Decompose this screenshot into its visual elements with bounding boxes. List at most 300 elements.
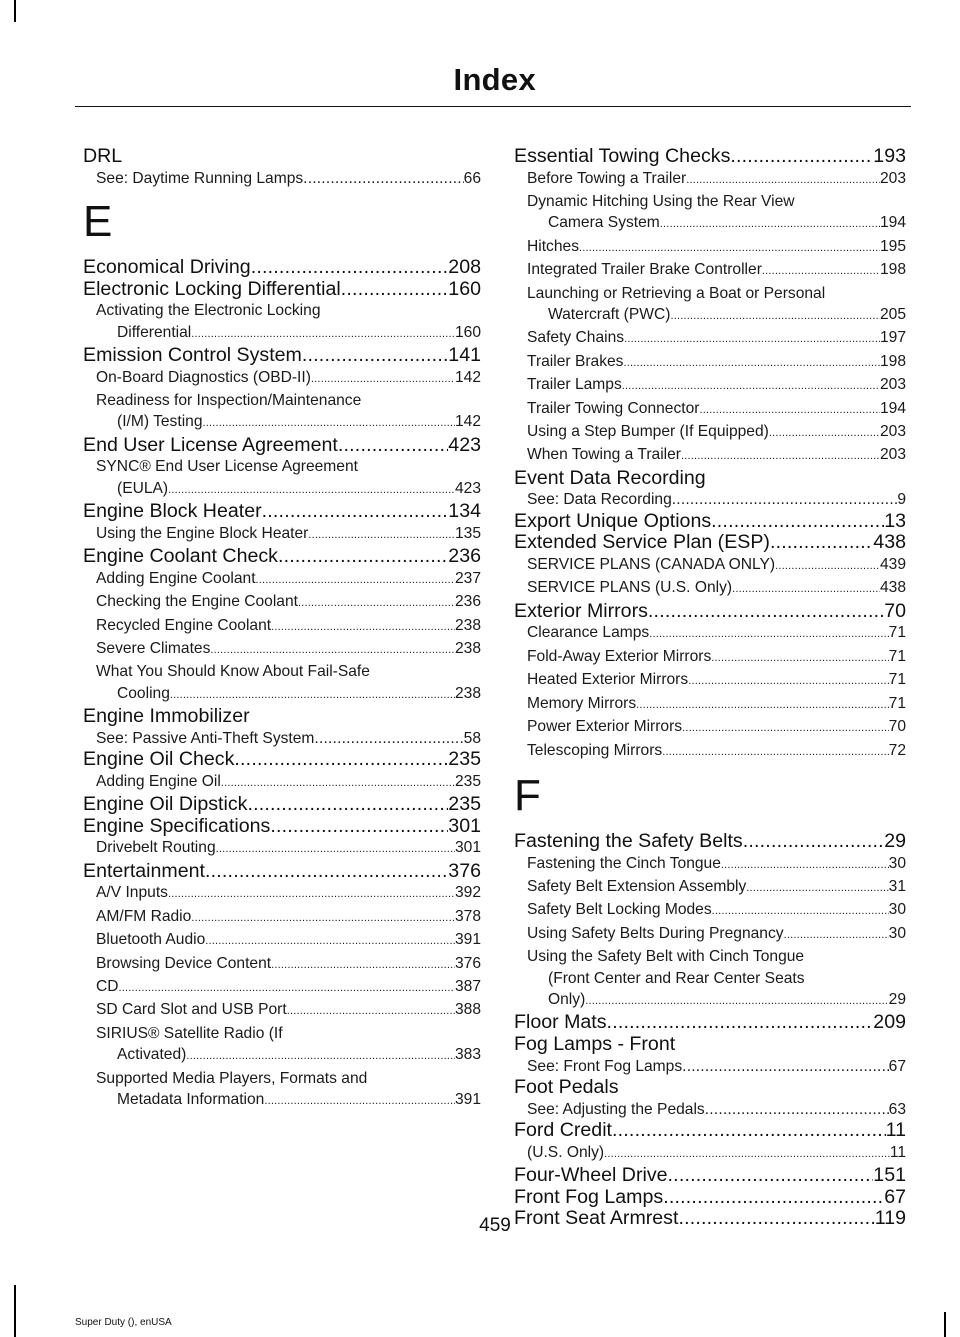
leader-dots (607, 1012, 874, 1034)
leader-dots (711, 646, 888, 669)
page-ref: 193 (873, 145, 906, 167)
header-divider (75, 106, 911, 107)
page-ref: 238 (454, 640, 481, 658)
index-subentry[interactable] (83, 478, 481, 501)
index-term: Fog Lamps - Front (514, 1032, 676, 1055)
page-ref: 301 (448, 814, 481, 837)
subentry-label: SERVICE PLANS (U.S. Only) (527, 579, 733, 597)
leader-dots (251, 257, 449, 279)
page-ref: 376 (454, 954, 481, 972)
see-label: See: Adjusting the Pedals (527, 1100, 705, 1118)
subentry-label: Hitches (527, 237, 579, 255)
index-subentry[interactable] (514, 421, 906, 444)
index-entry[interactable] (83, 345, 481, 367)
leader-dots (191, 322, 455, 345)
subentry-label: Cooling (117, 684, 170, 702)
term-label: Exterior Mirrors (514, 599, 648, 622)
index-subentry[interactable] (83, 638, 481, 661)
page-ref: 134 (448, 500, 481, 523)
leader-dots (604, 1142, 890, 1165)
index-subentry[interactable] (83, 929, 481, 952)
subentry-label: Browsing Device Content (96, 954, 272, 972)
index-subentry[interactable] (514, 693, 906, 716)
term-label: Extended Service Plan (ESP) (514, 531, 770, 554)
page-ref: 209 (873, 1011, 906, 1034)
term-label: Entertainment (83, 859, 205, 882)
subentry-label: Safety Belt Extension Assembly (527, 877, 747, 895)
page-ref: 236 (454, 593, 481, 611)
term-label: Front Fog Lamps (514, 1185, 664, 1208)
page-ref: 71 (888, 647, 906, 665)
page-ref: 72 (888, 741, 906, 759)
index-entry[interactable] (83, 435, 481, 457)
leader-dots (119, 976, 455, 999)
index-subentry[interactable] (83, 523, 481, 546)
index-entry[interactable] (514, 1187, 906, 1209)
term-label: Economical Driving (83, 256, 251, 278)
page-ref: 9 (897, 491, 906, 509)
index-subentry[interactable] (83, 411, 481, 434)
leader-dots (681, 444, 880, 467)
subentry-label: Using a Step Bumper (If Equipped) (527, 423, 769, 441)
leader-dots (234, 749, 448, 771)
page-ref: 208 (448, 256, 481, 278)
term-label: Engine Oil Dipstick (83, 793, 248, 816)
index-subentry[interactable] (83, 953, 481, 976)
subentry-label: Using Safety Belts During Pregnancy (527, 924, 784, 942)
term-label: Fastening the Safety Belts (514, 829, 743, 852)
leader-dots (784, 923, 889, 946)
page-ref: 391 (454, 1091, 481, 1109)
page-ref: 63 (888, 1100, 906, 1118)
index-term: DRL (83, 145, 123, 167)
subentry-label: Adding Engine Coolant (96, 569, 256, 587)
subentry-label: Recycled Engine Coolant (96, 616, 272, 634)
leader-dots (699, 398, 879, 421)
leader-dots (262, 501, 449, 523)
leader-dots (308, 523, 455, 546)
page-ref: 67 (888, 1057, 906, 1075)
subentry-line: Supported Media Players, Formats and (96, 1069, 368, 1087)
page-ref: 423 (454, 479, 481, 497)
index-subentry[interactable] (83, 882, 481, 905)
page-ref: 205 (879, 306, 906, 324)
index-see-reference[interactable] (514, 1056, 906, 1077)
page-ref: 30 (888, 924, 906, 942)
subentry-label: Safety Chains (527, 329, 625, 347)
leader-dots (672, 489, 898, 510)
leader-dots (712, 899, 889, 922)
subentry-label: Trailer Lamps (527, 376, 622, 394)
index-term: Event Data Recording (514, 466, 706, 489)
index-subentry[interactable] (83, 591, 481, 614)
term-label: End User License Agreement (83, 433, 338, 456)
subentry-line: SYNC® End User License Agreement (96, 458, 358, 476)
page-ref: 438 (873, 531, 906, 554)
leader-dots (660, 212, 880, 235)
index-entry[interactable] (514, 532, 906, 554)
leader-dots (686, 168, 880, 191)
page-ref: 387 (454, 978, 481, 996)
index-see-reference[interactable] (514, 489, 906, 510)
index-subentry[interactable] (83, 906, 481, 929)
page-ref: 151 (873, 1163, 906, 1186)
subentry-label: Integrated Trailer Brake Controller (527, 261, 762, 279)
leader-dots (585, 989, 888, 1012)
page-ref: 31 (888, 877, 906, 895)
subentry-line: Readiness for Inspection/Maintenance (96, 392, 362, 409)
index-subentry[interactable] (83, 367, 481, 390)
subentry-label: (EULA) (117, 479, 169, 497)
index-subentry[interactable] (514, 876, 906, 899)
leader-dots (168, 882, 455, 905)
leader-dots (743, 831, 884, 853)
subentry-label: Before Towing a Trailer (527, 169, 687, 187)
subentry-label: Watercraft (PWC) (548, 306, 671, 324)
page-ref: 71 (888, 624, 906, 642)
leader-dots (668, 1165, 874, 1187)
leader-dots (205, 861, 448, 883)
page-ref: 119 (874, 1207, 906, 1230)
term-label: Engine Block Heater (83, 500, 262, 523)
page-ref: 30 (888, 854, 906, 872)
page-ref: 194 (879, 214, 906, 232)
crop-mark-bottom-left (14, 1285, 16, 1337)
page-ref: 203 (879, 376, 906, 394)
term-label: Ford Credit (514, 1118, 612, 1141)
page-ref: 160 (454, 323, 481, 341)
subentry-line: (Front Center and Rear Center Seats (548, 969, 805, 987)
leader-dots (168, 478, 455, 501)
page-ref: 238 (454, 616, 481, 634)
index-subentry[interactable] (514, 168, 906, 191)
section-letter: F (514, 770, 541, 820)
leader-dots (221, 771, 455, 794)
subentry-label: (I/M) Testing (117, 413, 203, 431)
page-ref: 135 (454, 524, 481, 542)
index-entry[interactable] (514, 146, 906, 168)
leader-dots (210, 638, 455, 661)
index-see-reference[interactable] (83, 168, 481, 189)
term-label: Export Unique Options (514, 509, 712, 532)
subentry-label: On-Board Diagnostics (OBD-II) (96, 368, 311, 386)
index-subentry[interactable] (514, 646, 906, 669)
term-label: Engine Specifications (83, 814, 271, 837)
index-column-left (83, 146, 481, 1113)
index-subentry[interactable] (83, 1089, 481, 1112)
leader-dots (732, 577, 880, 600)
page-ref: 439 (879, 556, 906, 574)
index-subentry[interactable] (514, 1142, 906, 1165)
leader-dots (662, 740, 888, 763)
index-subentry[interactable] (83, 999, 481, 1022)
section-letter: E (83, 197, 113, 246)
subentry-label: Heated Exterior Mirrors (527, 671, 689, 689)
index-entry[interactable] (83, 257, 481, 279)
index-subentry[interactable] (514, 212, 906, 235)
page-ref: 142 (454, 368, 481, 386)
leader-dots (270, 816, 448, 838)
leader-dots (770, 532, 873, 554)
crop-mark-bottom-right (944, 1312, 946, 1337)
subentry-label: Trailer Towing Connector (527, 399, 700, 417)
index-term: Foot Pedals (514, 1075, 619, 1098)
subentry-label: Adding Engine Oil (96, 772, 221, 790)
subentry-label: Telescoping Mirrors (527, 741, 663, 759)
page-ref: 203 (879, 169, 906, 187)
index-subentry[interactable] (514, 899, 906, 922)
index-subentry[interactable] (83, 683, 481, 706)
leader-dots (775, 554, 880, 577)
page-ref: 142 (454, 413, 481, 431)
subentry-label: Differential (117, 323, 192, 341)
subentry-label: (U.S. Only) (527, 1143, 605, 1161)
page-ref: 391 (454, 931, 481, 949)
index-subentry[interactable] (514, 989, 906, 1012)
leader-dots (314, 728, 463, 749)
document-id: Super Duty (), enUSA (75, 1317, 172, 1328)
term-label: Electronic Locking Differential (83, 277, 341, 300)
page-ref: 383 (454, 1046, 481, 1064)
index-column-right (514, 146, 906, 1230)
leader-dots (648, 601, 884, 623)
page-ref: 11 (885, 1118, 906, 1141)
page-ref: 71 (888, 671, 906, 689)
leader-dots (311, 367, 455, 390)
page-ref: 11 (889, 1143, 906, 1161)
leader-dots (721, 853, 889, 876)
page-ref: 30 (888, 901, 906, 919)
index-subentry[interactable] (514, 374, 906, 397)
see-label: See: Daytime Running Lamps (96, 169, 304, 187)
page-ref: 423 (448, 433, 481, 456)
subentry-line: SIRIUS® Satellite Radio (If (96, 1024, 283, 1042)
subentry-line: Launching or Retrieving a Boat or Personal (527, 284, 826, 302)
page-ref: 29 (884, 829, 906, 852)
subentry-label: Camera System (548, 214, 660, 232)
index-subentry[interactable] (83, 1044, 481, 1067)
page-ref: 376 (448, 859, 481, 882)
leader-dots (191, 906, 455, 929)
leader-dots (216, 837, 455, 860)
see-label: See: Front Fog Lamps (527, 1057, 683, 1075)
page-ref: 66 (463, 169, 481, 187)
term-label: Emission Control System (83, 344, 302, 366)
leader-dots (287, 999, 455, 1022)
subentry-label: Metadata Information (117, 1091, 265, 1109)
term-label: Engine Coolant Check (83, 545, 278, 568)
index-entry[interactable] (83, 749, 481, 771)
page-number: 459 (479, 1215, 511, 1236)
leader-dots (205, 929, 455, 952)
index-term: Engine Immobilizer (83, 705, 250, 728)
index-see-reference[interactable] (514, 1099, 906, 1120)
leader-dots (579, 236, 880, 259)
page-ref: 195 (879, 237, 906, 255)
subentry-label: Fold-Away Exterior Mirrors (527, 647, 712, 665)
index-entry[interactable] (514, 1012, 906, 1034)
page-ref: 141 (448, 344, 481, 366)
index-subentry[interactable] (83, 322, 481, 345)
leader-dots (711, 511, 884, 533)
leader-dots (769, 421, 880, 444)
index-entry[interactable] (83, 794, 481, 816)
index-subentry[interactable] (514, 236, 906, 259)
subentry-label: SERVICE PLANS (CANADA ONLY) (527, 556, 776, 574)
subentry-label: Clearance Lamps (527, 624, 650, 642)
subentry-label: Only) (548, 990, 586, 1008)
page-ref: 438 (879, 579, 906, 597)
page-ref: 70 (884, 599, 906, 622)
index-subentry[interactable] (514, 444, 906, 467)
leader-dots (688, 669, 888, 692)
crop-mark-top-left (14, 0, 16, 22)
leader-dots (203, 411, 455, 434)
page-ref: 235 (454, 772, 481, 790)
subentry-label: Severe Climates (96, 640, 211, 658)
index-entry[interactable] (83, 816, 481, 838)
subentry-label: Trailer Brakes (527, 352, 624, 370)
see-label: See: Passive Anti-Theft System (96, 729, 315, 747)
subentry-label: Fastening the Cinch Tongue (527, 854, 721, 872)
subentry-label: Power Exterior Mirrors (527, 718, 683, 736)
subentry-label: AM/FM Radio (96, 907, 192, 925)
index-subentry[interactable] (83, 837, 481, 860)
index-subentry[interactable] (514, 740, 906, 763)
subentry-label: Activated) (117, 1046, 187, 1064)
leader-dots (670, 304, 880, 327)
subentry-label: Memory Mirrors (527, 694, 637, 712)
leader-dots (186, 1044, 455, 1067)
leader-dots (622, 374, 880, 397)
page-ref: 160 (448, 277, 481, 300)
index-subentry[interactable] (514, 622, 906, 645)
subentry-line: What You Should Know About Fail-Safe (96, 663, 370, 681)
leader-dots (624, 327, 880, 350)
index-subentry[interactable] (514, 351, 906, 374)
index-entry[interactable] (514, 1165, 906, 1187)
leader-dots (264, 1089, 455, 1112)
index-subentry[interactable] (514, 259, 906, 282)
index-subentry[interactable] (83, 976, 481, 999)
leader-dots (636, 693, 888, 716)
page-ref: 67 (884, 1185, 906, 1208)
page-ref: 235 (448, 793, 481, 816)
index-entry[interactable] (83, 279, 481, 301)
page-ref: 58 (463, 729, 481, 747)
page-ref: 29 (888, 990, 906, 1008)
term-label: Essential Towing Checks (514, 145, 731, 167)
page-ref: 236 (448, 545, 481, 568)
index-subentry[interactable] (83, 615, 481, 638)
subentry-line: Dynamic Hitching Using the Rear View (527, 193, 795, 210)
term-label: Front Seat Armrest (514, 1207, 679, 1230)
index-subentry[interactable] (514, 398, 906, 421)
leader-dots (170, 683, 455, 706)
page-ref: 301 (454, 839, 481, 857)
page-ref: 198 (879, 261, 906, 279)
index-entry[interactable] (514, 601, 906, 623)
leader-dots (341, 279, 449, 301)
subentry-label: Checking the Engine Coolant (96, 593, 298, 611)
page-ref: 203 (879, 423, 906, 441)
subentry-line: Using the Safety Belt with Cinch Tongue (527, 948, 805, 966)
leader-dots (623, 351, 879, 374)
leader-dots (762, 259, 880, 282)
leader-dots (746, 876, 888, 899)
page-ref: 378 (454, 907, 481, 925)
index-subentry[interactable] (83, 568, 481, 591)
index-entry[interactable] (514, 511, 906, 533)
term-label: Four-Wheel Drive (514, 1163, 668, 1186)
page-ref: 13 (884, 509, 906, 532)
page-ref: 235 (448, 748, 481, 771)
page-ref: 198 (879, 352, 906, 370)
leader-dots (730, 146, 873, 168)
index-see-reference[interactable] (83, 728, 481, 749)
page-ref: 238 (454, 684, 481, 702)
subentry-label: CD (96, 978, 119, 996)
page-ref: 237 (454, 569, 481, 587)
subentry-label: Bluetooth Audio (96, 931, 206, 949)
index-entry[interactable] (83, 861, 481, 883)
leader-dots (298, 591, 455, 614)
index-subentry[interactable] (514, 577, 906, 600)
subentry-label: Using the Engine Block Heater (96, 524, 309, 542)
page-ref: 194 (879, 399, 906, 417)
subentry-label: Drivebelt Routing (96, 839, 216, 857)
leader-dots (705, 1099, 889, 1120)
index-subentry[interactable] (514, 716, 906, 739)
index-subentry[interactable] (514, 554, 906, 577)
term-label: Floor Mats (514, 1011, 607, 1034)
leader-dots (256, 568, 455, 591)
page-ref: 70 (888, 718, 906, 736)
index-subentry[interactable] (514, 669, 906, 692)
subentry-label: A/V Inputs (96, 884, 168, 902)
subentry-line: Activating the Electronic Locking (96, 302, 321, 320)
page-ref: 203 (879, 446, 906, 464)
subentry-label: Safety Belt Locking Modes (527, 901, 712, 919)
page-ref: 392 (454, 884, 481, 902)
subentry-label: SD Card Slot and USB Port (96, 1001, 287, 1019)
leader-dots (682, 1056, 888, 1077)
index-entry[interactable] (83, 501, 481, 523)
leader-dots (338, 435, 448, 457)
page-title: Index (453, 62, 536, 97)
leader-dots (247, 794, 448, 816)
leader-dots (278, 546, 448, 568)
index-subentry[interactable] (514, 304, 906, 327)
see-label: See: Data Recording (527, 491, 672, 509)
leader-dots (271, 953, 455, 976)
term-label: Engine Oil Check (83, 748, 235, 771)
subentry-label: When Towing a Trailer (527, 446, 681, 464)
leader-dots (612, 1120, 886, 1142)
page-ref: 71 (888, 694, 906, 712)
index-entry[interactable] (83, 546, 481, 568)
index-entry[interactable] (514, 1120, 906, 1142)
leader-dots (271, 615, 455, 638)
index-subentry[interactable] (514, 853, 906, 876)
index-subentry[interactable] (514, 923, 906, 946)
leader-dots (663, 1187, 884, 1209)
leader-dots (303, 168, 463, 189)
index-entry[interactable] (514, 831, 906, 853)
index-subentry[interactable] (514, 327, 906, 350)
page-ref: 197 (879, 329, 906, 347)
index-subentry[interactable] (83, 771, 481, 794)
